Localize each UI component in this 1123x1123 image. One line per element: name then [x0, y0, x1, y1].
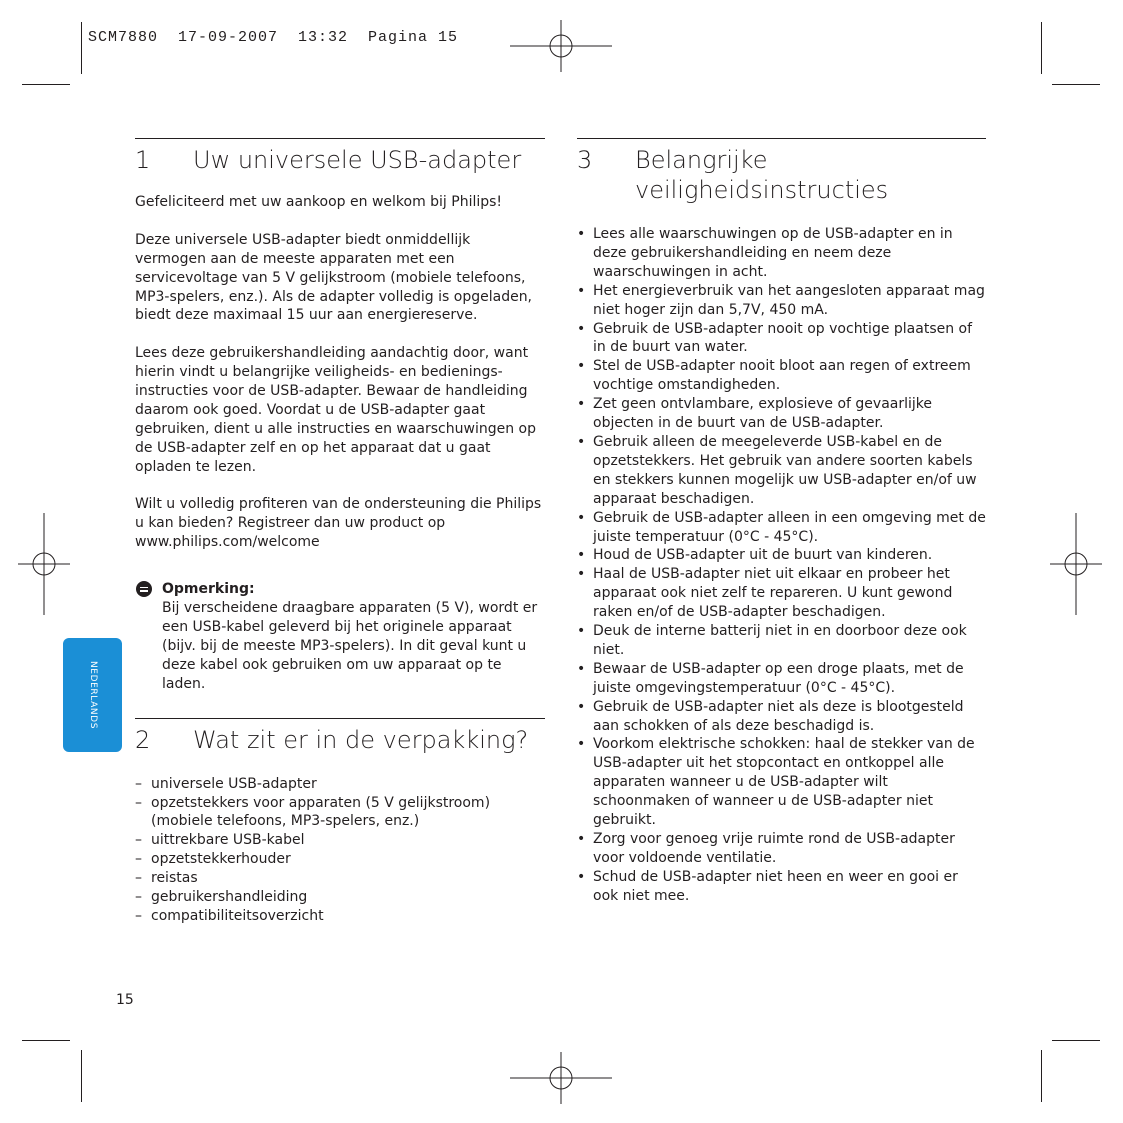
crop-mark: [81, 22, 82, 74]
list-item: • Schud de USB-adapter niet heen en weer en gooi er ook niet mee.: [577, 868, 986, 906]
crop-mark: [1041, 22, 1042, 74]
section-1-title: Uw universele USB-adapter: [193, 146, 522, 174]
page-number: 15: [116, 992, 134, 1008]
section-1-heading: [135, 138, 545, 175]
list-item: • Gebruik alleen de meegeleverde USB-kabel en de opzetstekkers. Het gebruik van andere soorten kabels en stekkers kunnen mogelijk uw USB-adapter en/of uw apparaat beschadigen.: [577, 433, 986, 509]
body-paragraph: Wilt u volledig profiteren van de ondersteuning die Philips u kan bieden? Registreer dan uw product op www.philips.com/welcome: [135, 496, 542, 551]
list-item: • Deuk de interne batterij niet in en doorboor deze ook niet.: [577, 622, 986, 660]
list-item: • Voorkom elektrische schokken: haal de stekker van de USB-adapter uit het stopcontact en ontkoppel alle apparaten wanneer u de USB-adapter wilt schoonmaken of wanneer u de USB-adapter niet gebruikt.: [577, 735, 986, 830]
crop-mark: [1052, 1040, 1100, 1041]
section-1-number: 1: [135, 146, 151, 174]
body-paragraph: Deze universele USB-adapter biedt onmiddellijk vermogen aan de meeste apparaten met een servicevoltage van 5 V gelijkstroom (mobiele telefoons, MP3-spelers, enz.). Als de adapter volledig is opgeladen, biedt deze maximaal 15 uur aan energiereserve.: [135, 231, 533, 324]
crop-mark: [81, 1050, 82, 1102]
section-3-heading: [577, 138, 986, 205]
note-box: [135, 580, 545, 693]
list-item: • Gebruik de USB-adapter niet als deze is blootgesteld aan schokken of als deze beschadigd is.: [577, 698, 986, 736]
note-text: Bij verscheidene draagbare apparaten (5 V), wordt er een USB-kabel geleverd bij het originele apparaat (bijv. bij de meeste MP3-spelers). In dit geval kunt u deze kabel ook gebruiken om uw apparaat op te laden.: [162, 600, 538, 692]
crop-mark: [1041, 1050, 1042, 1102]
body-paragraph: Lees deze gebruikershandleiding aandachtig door, want hierin vindt u belangrijke veiligheids- en bedienings-instructies voor de USB-adapter. Bewaar de handleiding daarom ook goed. Voordat u de USB-adapter gaat gebruiken, dient u alle instructies en waarschuwingen op de USB-adapter zelf en op het apparaat dat u gaat opladen te lezen.: [135, 345, 536, 475]
list-item: • Bewaar de USB-adapter op een droge plaats, met de juiste omgevingstemperatuur (0°C - 45°C).: [577, 660, 986, 698]
crop-mark: [22, 84, 70, 85]
list-item: • Houd de USB-adapter uit de buurt van kinderen.: [577, 546, 986, 565]
right-column: [577, 138, 986, 906]
registration-mark-icon: [1050, 513, 1102, 615]
crop-mark: [1052, 84, 1100, 85]
left-column: [135, 138, 545, 926]
list-item: – compatibiliteitsoverzicht: [135, 907, 545, 926]
language-side-tab: [63, 638, 122, 752]
list-item: • Het energieverbruik van het aangesloten apparaat mag niet hoger zijn dan 5,7V, 450 mA.: [577, 282, 986, 320]
list-item: – gebruikershandleiding: [135, 888, 545, 907]
list-item: – opzetstekkerhouder: [135, 850, 545, 869]
registration-mark-icon: [18, 513, 70, 615]
section-2-title: Wat zit er in de verpakking?: [193, 725, 529, 754]
list-item: • Zorg voor genoeg vrije ruimte rond de USB-adapter voor voldoende ventilatie.: [577, 830, 986, 868]
list-item: • Gebruik de USB-adapter nooit op vochtige plaatsen of in de buurt van water.: [577, 320, 986, 358]
list-item: • Lees alle waarschuwingen op de USB-adapter en in deze gebruikershandleiding en neem deze waarschuwingen in acht.: [577, 225, 986, 282]
print-slug: SCM7880 17-09-2007 13:32 Pagina 15: [88, 29, 459, 46]
list-item: – opzetstekkers voor apparaten (5 V gelijkstroom) (mobiele telefoons, MP3-spelers, enz.): [135, 794, 545, 832]
language-tab-label: NEDERLANDS: [87, 660, 98, 730]
list-item: – uittrekbare USB-kabel: [135, 831, 545, 850]
list-item: • Zet geen ontvlambare, explosieve of gevaarlijke objecten in de buurt van de USB-adapter.: [577, 395, 986, 433]
list-item: – universele USB-adapter: [135, 775, 545, 794]
crop-mark: [22, 1040, 70, 1041]
section-2-heading: [135, 718, 545, 755]
section-2-number: 2: [135, 725, 151, 754]
section-3-title: Belangrijke veiligheidsinstructies: [635, 146, 889, 204]
safety-instructions-list: [577, 225, 986, 906]
intro-paragraph: Gefeliciteerd met uw aankoop en welkom bij Philips!: [135, 194, 503, 210]
section-3-number: 3: [577, 146, 593, 174]
registration-mark-icon: [510, 20, 612, 72]
list-item: – reistas: [135, 869, 545, 888]
list-item: • Gebruik de USB-adapter alleen in een omgeving met de juiste temperatuur (0°C - 45°C).: [577, 509, 986, 547]
package-contents-list: [135, 775, 545, 926]
list-item: • Stel de USB-adapter nooit bloot aan regen of extreem vochtige omstandigheden.: [577, 357, 986, 395]
registration-mark-icon: [510, 1052, 612, 1104]
list-item: • Haal de USB-adapter niet uit elkaar en probeer het apparaat ook niet zelf te repareren. U kunt gewond raken en/of de USB-adapter beschadigen.: [577, 565, 986, 622]
note-title: Opmerking:: [162, 581, 255, 598]
note-icon: [136, 581, 152, 597]
